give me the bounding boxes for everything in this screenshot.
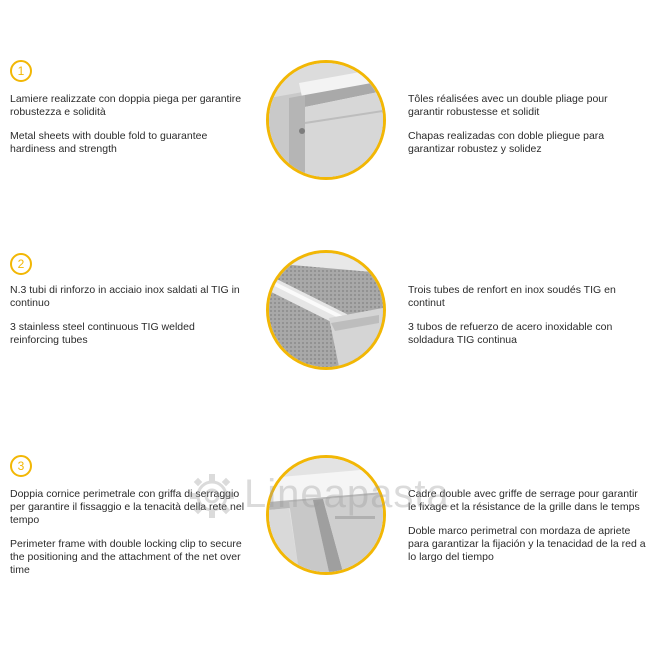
double-fold-sheet-photo — [266, 60, 386, 180]
french-description: Trois tubes de renfort en inox soudés TIG en continut — [408, 284, 616, 309]
italian-description: N.3 tubi di rinforzo in acciaio inox saldati al TIG in continuo — [10, 284, 240, 309]
italian-description: Doppia cornice perimetrale con griffa di serraggio per garantire il fissaggio e la tenacità della rete nel tempo — [10, 488, 245, 526]
english-description: 3 stainless steel continuous TIG welded reinforcing tubes — [10, 321, 195, 346]
spanish-description: Doble marco perimetral con mordaza de apriete para garantizar la fijación y la tenacidad de la red a lo largo del tiempo — [408, 525, 646, 563]
feature-text-left — [10, 284, 245, 358]
step-number-badge: 1 — [10, 60, 32, 82]
gear-icon — [186, 470, 238, 522]
spanish-description: Chapas realizadas con doble pliegue para garantizar robustez y solidez — [408, 130, 605, 155]
french-description: Cadre double avec griffe de serrage pour garantir le fixage et la résistance de la grille dans le temps — [408, 488, 640, 513]
french-description: Tôles réalisées avec un double pliage pour garantir robustesse et solidit — [408, 93, 608, 118]
step-number-badge: 3 — [10, 455, 32, 477]
step-number-badge: 2 — [10, 253, 32, 275]
feature-text-right — [408, 284, 646, 358]
english-description: Metal sheets with double fold to guarantee hardiness and strength — [10, 130, 208, 155]
feature-text-right — [408, 93, 646, 167]
feature-text-left — [10, 93, 245, 167]
watermark-text: Lineapasta — [244, 472, 450, 516]
italian-description: Lamiere realizzate con doppia piega per garantire robustezza e solidità — [10, 93, 242, 118]
english-description: Perimeter frame with double locking clip to secure the positioning and the attachment of the net over time — [10, 538, 242, 576]
reinforcing-tubes-photo — [266, 250, 386, 370]
spanish-description: 3 tubos de refuerzo de acero inoxidable con soldadura TIG continua — [408, 321, 613, 346]
